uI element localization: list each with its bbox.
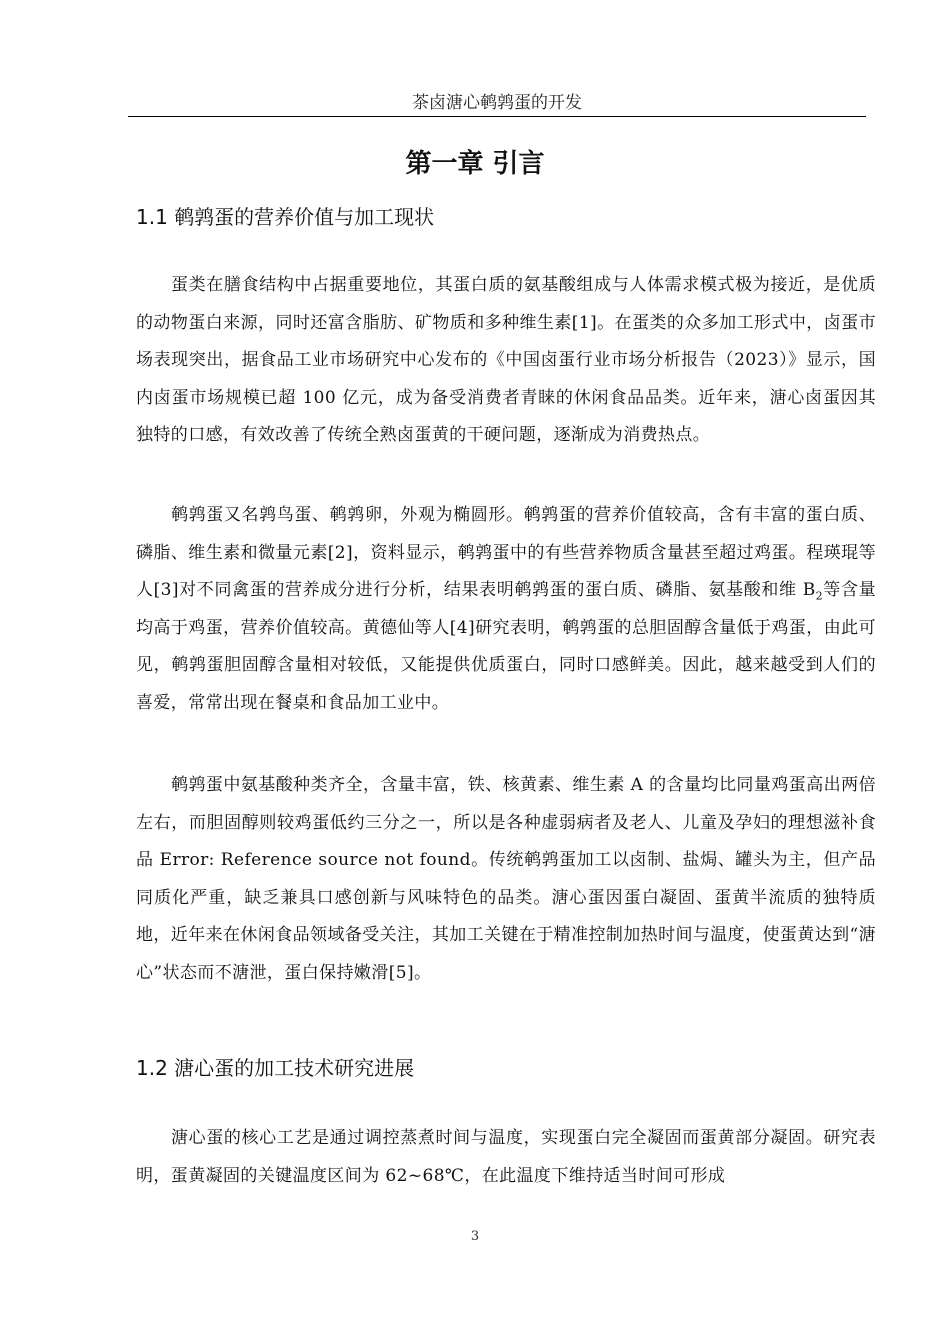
paragraph-text-segment: 等含量均高于鸡蛋，营养价值较高。黄德仙等人[4]研究表明，鹌鹑蛋的总胆固醇含量低于鸡蛋，由此可见，鹌鹑蛋胆固醇含量相对较低，又能提供优质蛋白，同时口感鲜美。因此，越来越受到人们的喜爱，常常出现在餐桌和食品加工业中。 bbox=[136, 580, 876, 713]
page-number: 3 bbox=[470, 1229, 480, 1244]
running-header-title: 茶卤溏心鹌鹑蛋的开发 bbox=[412, 93, 582, 113]
chapter-title: 第一章 引言 bbox=[405, 149, 545, 179]
paragraph-1-2-a: 溏心蛋的核心工艺是通过调控蒸煮时间与温度，实现蛋白完全凝固而蛋黄部分凝固。研究表明，蛋黄凝固的关键温度区间为 62~68℃，在此温度下维持适当时间可形成 bbox=[136, 1128, 876, 1186]
paragraph-text-segment: 鹌鹑蛋又名鹑鸟蛋、鹌鹑卵，外观为椭圆形。鹌鹑蛋的营养价值较高，含有丰富的蛋白质、磷脂、维生素和微量元素[2]，资料显示，鹌鹑蛋中的有些营养物质含量甚至超过鸡蛋。程瑛琨等人[3]对不同禽蛋的营养成分进行分析，结果表明鹌鹑蛋的蛋白质、磷脂、氨基酸和维 B bbox=[136, 505, 876, 600]
subscript-2: 2 bbox=[815, 589, 824, 603]
paragraph-1-1-b bbox=[136, 497, 876, 722]
running-header bbox=[128, 92, 866, 117]
paragraph-1-1-a: 蛋类在膳食结构中占据重要地位，其蛋白质的氨基酸组成与人体需求模式极为接近，是优质的动物蛋白来源，同时还富含脂肪、矿物质和多种维生素[1]。在蛋类的众多加工形式中，卤蛋市场表现突出，据食品工业市场研究中心发布的《中国卤蛋行业市场分析报告（2023）》显示，国内卤蛋市场规模已超 100 亿元，成为备受消费者青睐的休闲食品品类。近年来，溏心卤蛋因其独特的口感，有效改善了传统全熟卤蛋黄的干硬问题，逐渐成为消费热点。 bbox=[136, 275, 876, 445]
paragraph-1-1-c: 鹌鹑蛋中氨基酸种类齐全，含量丰富，铁、核黄素、维生素 A 的含量均比同量鸡蛋高出两倍左右，而胆固醇则较鸡蛋低约三分之一，所以是各种虚弱病者及老人、儿童及孕妇的理想滋补食品 Error: Reference source not found。传统鹌鹑蛋加工以卤制、盐焗、罐头为主，但产品同质化严重，缺乏兼具口感创新与风味特色的品类。溏心蛋因蛋白凝固、蛋黄半流质的独特质地，近年来在休闲食品领域备受关注，其加工关键在于精准控制加热时间与温度，使蛋黄达到“溏心”状态而不溏泄，蛋白保持嫩滑[5]。 bbox=[136, 775, 876, 983]
section-heading-1-2: 1.2 溏心蛋的加工技术研究进展 bbox=[136, 1056, 415, 1080]
section-heading-1-1: 1.1 鹌鹑蛋的营养价值与加工现状 bbox=[136, 205, 435, 229]
